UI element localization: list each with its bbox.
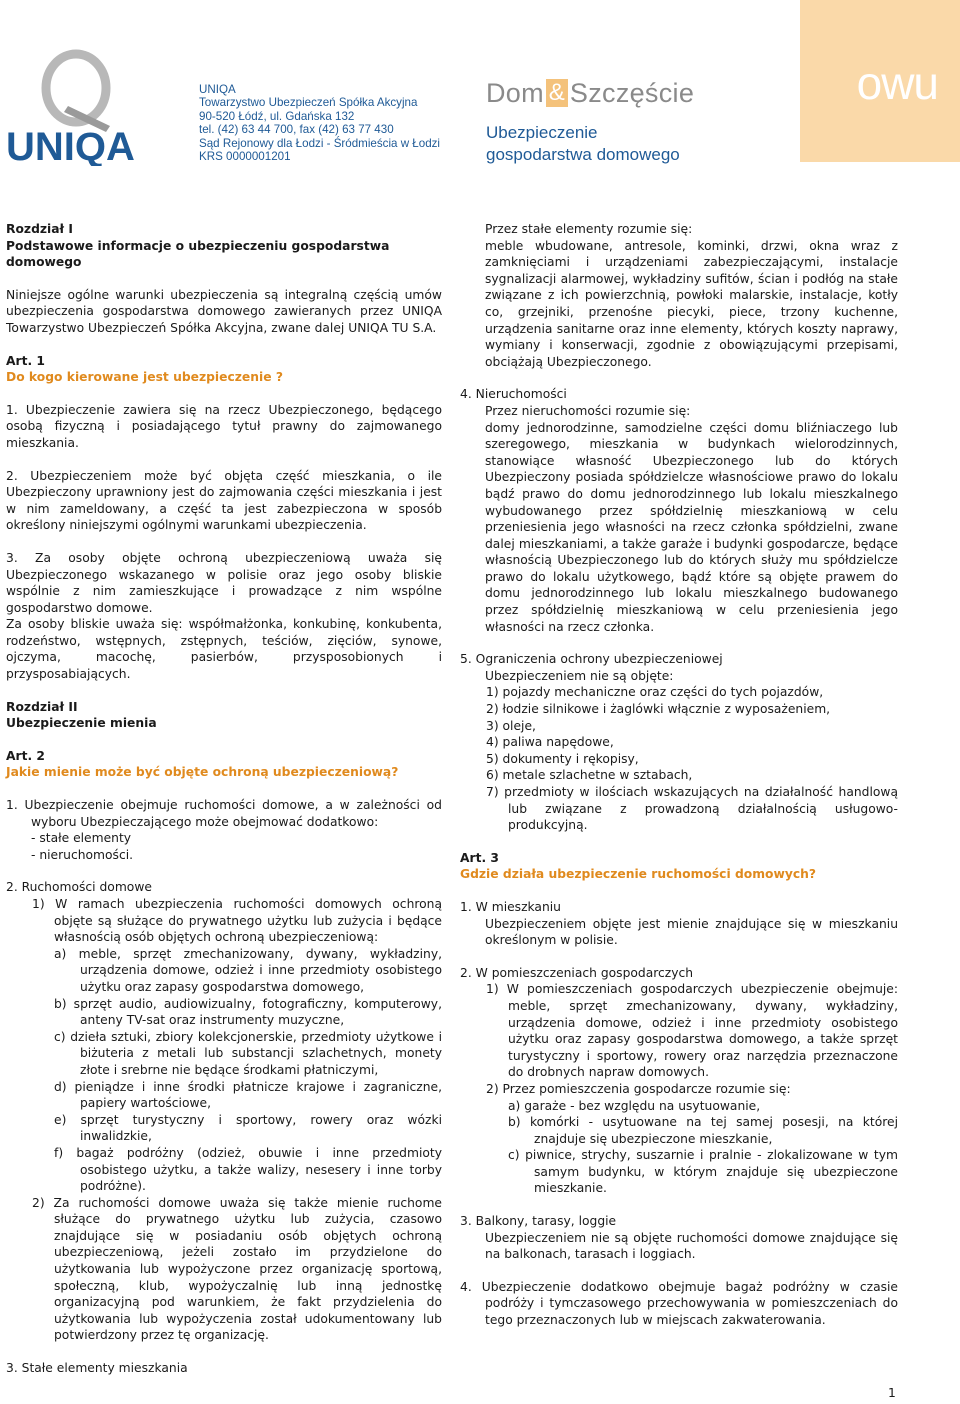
left-column — [6, 221, 442, 1377]
art2-point-2-sub-1: 1) W ramach ubezpieczenia ruchomości domowych ochroną objęte są służące do prywatnego użytku lub zużycia i będące własnością osób objętych ochroną ubezpieczeniową: — [32, 897, 442, 945]
brand-right: Szczęście — [569, 78, 695, 108]
art2-point-5: 5. Ograniczenia ochrony ubezpieczeniowej — [460, 652, 723, 667]
art2-item-c: c) dzieła sztuki, zbiory kolekcjonerskie, przedmioty użytkowe i biżuteria z metali lub substancji szlachetnych, monety złote i srebrne nie będące środkami płatniczymi, — [54, 1029, 442, 1077]
art3-point-1-text: Ubezpieczeniem objęte jest mienie znajdujące się w mieszkaniu określonym w polisie. — [485, 916, 898, 948]
exclusion-item: 6) metale szlachetne w sztabach, — [486, 768, 693, 783]
chapter-1-title: Rozdział I — [6, 222, 73, 236]
exclusion-item: 5) dokumenty i rękopisy, — [486, 751, 639, 766]
art2-item-a: a) meble, sprzęt zmechanizowany, dywany, wykładziny, urządzenia domowe, odzież i inne przedmioty osobistego użytku oraz zapasy gospodarstwa domowego, — [54, 946, 442, 994]
product-line: Ubezpieczenie — [486, 123, 598, 142]
art3-point-2-sub-1: 1) W pomieszczeniach gospodarczych ubezpieczenie obejmuje: meble, sprzęt zmechanizowany, dywany, wykładziny, urządzenia domowe, odzież i inne przedmioty osobistego użytku oraz zapasy gospodarstwa domowego, a także sprzęt turystyczny i sportowy, rowery oraz narzędzia przeznaczone do drobnych napraw domowych. — [486, 982, 898, 1080]
real-estate-text: domy jednorodzinne, samodzielne części domu bliźniaczego lub szeregowego, mieszkania w budynkach wielorodzinnych, stanowiące własność Ubezpieczonego lub do których Ubezpieczony posiada spółdzielcze własnościowe prawo do lokalu bądź prawo do domu jednorodzinnego lub lokalu mieszkalnego wybudowanego przez spółdzielnię mieszkaniową w celu przeniesienia jego własności na rzecz członka spółdzielni, zwane dalej mieszkaniami, a także garaże i budynki gospodarcze, będące własnością Ubezpieczonego lub do których służy mu spółdzielcze prawo do lokalu użytkowego, bądź które są objęte prawem do domu jednorodzinnego lub lokalu mieszkalnego budowanego przez spółdzielnię mieszkaniową w celu przeniesienia jego własności na rzecz członka. — [485, 420, 898, 634]
company-line: UNIQA — [199, 83, 236, 96]
intro-paragraph: Niniejsze ogólne warunki ubezpieczenia są integralną częścią umów ubezpieczenia gospodarstwa domowego zawieranych przez UNIQA Towarzystwo Ubezpieczeń Spółka Akcyjna, zwane dalej UNIQA TU S.A. — [6, 287, 442, 335]
art1-point-3-relatives: Za osoby bliskie uważa się: współmałżonka, konkubinę, konkubenta, rodzeństwo, wstępnych, zstępnych, teściów, zięciów, synowe, ojczyma, macochę, pasierbów, przysposobionych i przysposabiających. — [6, 617, 442, 682]
art2-point-2-sub-2: 2) Za ruchomości domowe uważa się także mienie ruchome służące do prywatnego użytku lub zużycia, czasowo znajdujące się w posiadaniu osób objętych ochroną ubezpieczeniową, jeżeli zostało im przydzielone do użytkowania lub wypożyczone przez organizację sportową, społeczną, klub, wypożyczalnię lub inną jednostkę organizacyjną pod warunkiem, że fakt przydzielenia do użytkowania lub wypożyczenia został udokumentowany lub potwierdzony przez tę organizację. — [32, 1195, 442, 1343]
company-line: Towarzystwo Ubezpieczeń Spółka Akcyjna — [199, 96, 418, 110]
uniqa-q-emblem-icon — [6, 46, 156, 166]
article-2-heading: Art. 2 — [6, 748, 45, 763]
exclusion-item: 3) oleje, — [486, 718, 536, 733]
company-line: Sąd Rejonowy dla Łodzi - Śródmieścia w Łodzi — [199, 136, 441, 150]
art2-item-b: b) sprzęt audio, audiowizualny, fotograficzny, komputerowy, anteny TV-sat oraz instrumenty muzyczne, — [54, 996, 442, 1028]
art1-point-2: 2. Ubezpieczeniem może być objęta część mieszkania, o ile Ubezpieczony uprawniony jest do zajmowania części mieszkania i jest w nim zameldowany, a część ta jest zabezpieczona w sposób określony niniejszymi ogólnymi warunkami ubezpieczenia. — [6, 468, 442, 533]
uniqa-logo — [6, 46, 156, 166]
page-number: 1 — [888, 1386, 896, 1400]
article-2-question: Jakie mienie może być objęte ochroną ubezpieczeniową? — [6, 765, 399, 780]
owu-badge — [800, 0, 960, 162]
art3-point-1: 1. W mieszkaniu — [460, 899, 561, 914]
chapter-2-subtitle: Ubezpieczenie mienia — [6, 716, 157, 731]
right-column — [460, 221, 898, 1329]
exclusions-label: Ubezpieczeniem nie są objęte: — [485, 668, 674, 683]
company-line: 90-520 Łódź, ul. Gdańska 132 — [199, 109, 355, 123]
article-1-question: Do kogo kierowane jest ubezpieczenie ? — [6, 370, 283, 385]
art3-point-2: 2. W pomieszczeniach gospodarczych — [460, 965, 694, 980]
art2-item-e: e) sprzęt turystyczny i sportowy, rowery oraz wózki inwalidzkie, — [54, 1112, 442, 1144]
art3-item-a: a) garaże - bez względu na usytuowanie, — [508, 1098, 761, 1113]
art3-point-4: 4. Ubezpieczenie dodatkowo obejmuje bagaż podróżny w czasie podróży i tymczasowego przechowywania w pomieszczeniach do tego przeznaczonych lub w miejscach zakwaterowania. — [460, 1279, 898, 1328]
art3-item-c: c) piwnice, strychy, suszarnie i pralnie - zlokalizowane w tym samym budynku, w którym znajduje się ubezpieczone mieszkanie. — [508, 1148, 898, 1196]
art2-item-f: f) bagaż podróżny (odzież, obuwie i inne przedmioty osobistego użytku, a także walizy, nesesery i inne torby podróżne). — [54, 1145, 442, 1194]
exclusion-item: 7) przedmioty w ilościach wskazujących na działalność handlową lub związane z prowadzoną działalnością usługowo-produkcyjną. — [486, 785, 898, 833]
logo-word: UNIQA — [6, 125, 135, 166]
art3-point-3: 3. Balkony, tarasy, loggie — [460, 1214, 617, 1229]
art2-point-1: 1. Ubezpieczenie obejmuje ruchomości domowe, a w zależności od wyboru Ubezpieczającego może obejmować dodatkowo: — [6, 798, 442, 829]
chapter-1-subtitle: Podstawowe informacje o ubezpieczeniu gospodarstwa domowego — [6, 238, 390, 270]
company-line: KRS 0000001201 — [199, 150, 291, 164]
fixed-elements-text: meble wbudowane, antresole, kominki, drzwi, okna wraz z zamknięciami i urządzeniami zabezpieczającymi, instalacje sygnalizacji alarmowej, wykładziny sufitów, ścian i podłóg na stałe związane z ich powierzchnią, powłoki malarskie, instalacje, kotły co, grzejniki, przenośne piecyki, piece, trzony kuchenne, urządzenia sanitarne oraz inne elementy, których koszty naprawy, wymiany i konserwacji, zgodnie z obowiązującymi przepisami, obciążają Ubezpieczonego. — [485, 238, 898, 369]
art1-point-1: 1. Ubezpieczenie zawiera się na rzecz Ubezpieczonego, będącego osobą fizyczną i posiadającego tytuł prawny do zajmowanego mieszkania. — [6, 402, 442, 450]
chapter-2-title: Rozdział II — [6, 699, 78, 714]
art1-point-3: 3. Za osoby objęte ochroną ubezpieczeniową uważa się Ubezpieczonego wskazanego w polisie oraz jego osoby bliskie wspólnie z nim zamieszkujące i prowadzące z nim wspólne gospodarstwo domowe. — [6, 550, 442, 615]
product-brand — [486, 78, 694, 109]
real-estate-label: Przez nieruchomości rozumie się: — [485, 403, 691, 418]
brand-left: Dom — [486, 78, 544, 108]
article-3-heading: Art. 3 — [460, 850, 499, 865]
company-address — [199, 83, 440, 163]
art2-point-1-item: - stałe elementy — [31, 831, 132, 846]
brand-amp: & — [546, 79, 568, 107]
art2-point-2: 2. Ruchomości domowe — [6, 880, 152, 895]
art2-item-d: d) pieniądze i inne środki płatnicze krajowe i zagraniczne, papiery wartościowe, — [54, 1079, 442, 1111]
art2-point-4: 4. Nieruchomości — [460, 387, 567, 402]
product-name — [486, 122, 680, 166]
exclusion-item: 1) pojazdy mechaniczne oraz części do tych pojazdów, — [486, 685, 824, 700]
art3-point-3-text: Ubezpieczeniem nie są objęte ruchomości domowe znajdujące się na balkonach, tarasach i loggiach. — [485, 1230, 898, 1262]
art3-item-b: b) komórki - usytuowane na tej samej posesji, na której znajduje się ubezpieczone mieszkanie, — [508, 1115, 898, 1146]
company-line: tel. (42) 63 44 700, fax (42) 63 77 430 — [199, 123, 394, 137]
art3-point-2-sub-2: 2) Przez pomieszczenia gospodarcze rozumie się: — [486, 1081, 791, 1096]
art2-point-3: 3. Stałe elementy mieszkania — [6, 1361, 188, 1376]
exclusion-item: 2) łodzie silnikowe i żaglówki włącznie z wyposażeniem, — [486, 702, 831, 717]
fixed-elements-label: Przez stałe elementy rozumie się: — [485, 222, 693, 236]
exclusion-item: 4) paliwa napędowe, — [486, 735, 614, 750]
article-1-heading: Art. 1 — [6, 353, 45, 368]
article-3-question: Gdzie działa ubezpieczenie ruchomości domowych? — [460, 867, 817, 882]
art2-point-1-item: - nieruchomości. — [31, 847, 134, 862]
owu-label: owu — [856, 57, 938, 109]
product-line: gospodarstwa domowego — [486, 145, 680, 164]
